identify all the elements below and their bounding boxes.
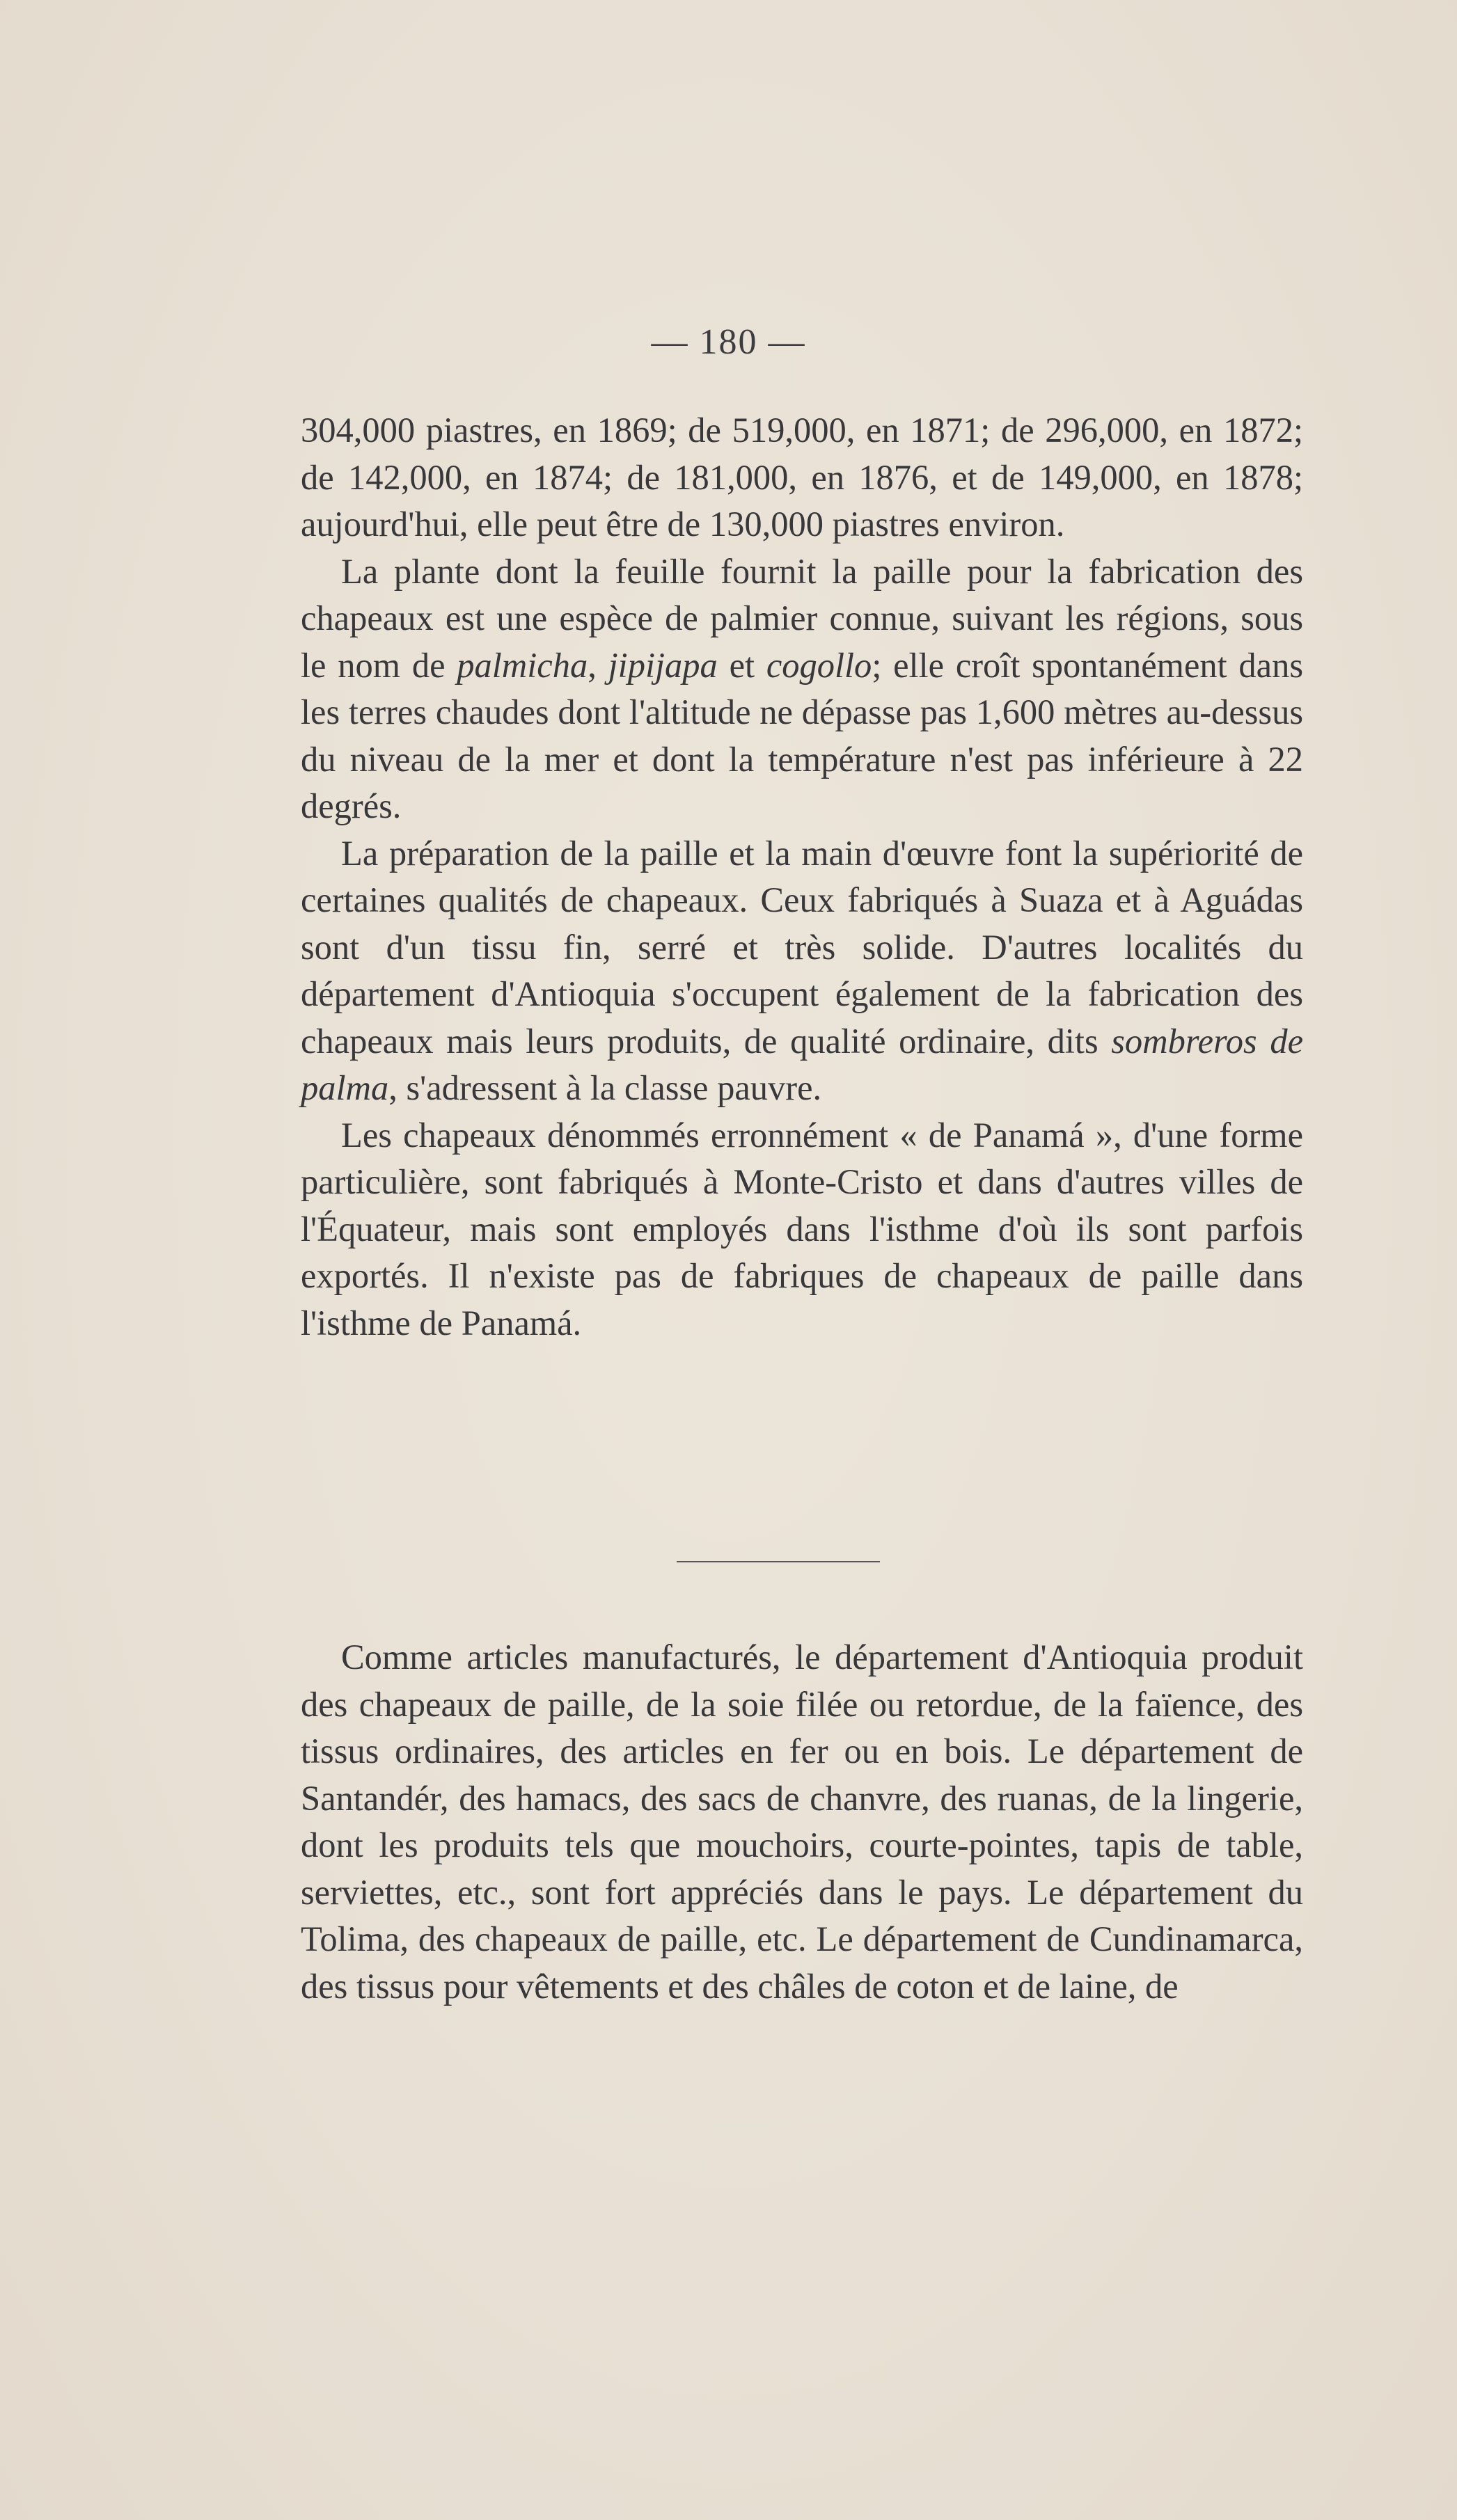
paragraph-3-text-a: La préparation de la paille et la main d'œuvre font la supériorité de certaines qualités de chapeaux. Ceux fabriqués à Suaza et à Aguádas sont d'un tissu fin, serré et très solide. D'autres localités du département d'Antioquia s'occupent également de la fabrication des chapeaux mais leurs produits, de qualité ordinaire, dits — [301, 833, 1303, 1061]
term-sombreros-de-palma: sombreros de palma — [301, 1021, 1303, 1107]
paragraph-3 — [301, 830, 1303, 1112]
paragraph-2-text-a: La plante dont la feuille fournit la paille pour la fabrication des chapeaux est une espèce de palmier connue, suivant les régions, sous le nom de — [301, 551, 1303, 685]
paragraph-2-text-c: et — [717, 645, 766, 685]
paragraph-3-text-b: , s'adressent à la classe pauvre. — [388, 1068, 822, 1107]
text-section-2 — [301, 1634, 1303, 2010]
paragraph-2-text-d: ; elle croît spontanément dans les terres chaudes dont l'altitude ne dépasse pas 1,600 mètres au-dessus du niveau de la mer et dont la température n'est pas inférieure à 22 degrés. — [301, 645, 1304, 825]
term-palmicha: palmicha — [457, 645, 588, 685]
paragraph-4: Les chapeaux dénommés erronnément « de Panamá », d'une forme particulière, sont fabriqués à Monte-Cristo et dans d'autres villes de l'Équateur, mais sont employés dans l'isthme d'où ils sont parfois exportés. Il n'existe pas de fabriques de chapeaux de paille dans l'isthme de Panamá. — [301, 1115, 1303, 1342]
paragraph-1: 304,000 piastres, en 1869; de 519,000, en 1871; de 296,000, en 1872; de 142,000, en 1874; de 181,000, en 1876, et de 149,000, en 1878; aujourd'hui, elle peut être de 130,000 piastres environ. — [301, 411, 1303, 544]
term-cogollo: cogollo — [766, 645, 872, 685]
paragraph-2 — [301, 548, 1303, 830]
paragraph-5: Comme articles manufacturés, le département d'Antioquia produit des chapeaux de paille, de la soie filée ou retordue, de la faïence, des tissus ordinaires, des articles en fer ou en bois. Le département de Santandér, des hamacs, des sacs de chanvre, des ruanas, de la lingerie, dont les produits tels que mouchoirs, courte-pointes, tapis de table, serviettes, etc., sont fort appréciés dans le pays. Le département du Tolima, des chapeaux de paille, etc. Le département de Cundinamarca, des tissus pour vêtements et des châles de coton et de laine, de — [301, 1638, 1303, 2006]
paragraph-2-text-b: , — [588, 645, 608, 685]
section-separator — [677, 1561, 880, 1562]
text-section-1 — [301, 407, 1303, 1347]
page-number: — 180 — — [651, 322, 806, 362]
term-jipijapa: jipijapa — [608, 645, 718, 685]
